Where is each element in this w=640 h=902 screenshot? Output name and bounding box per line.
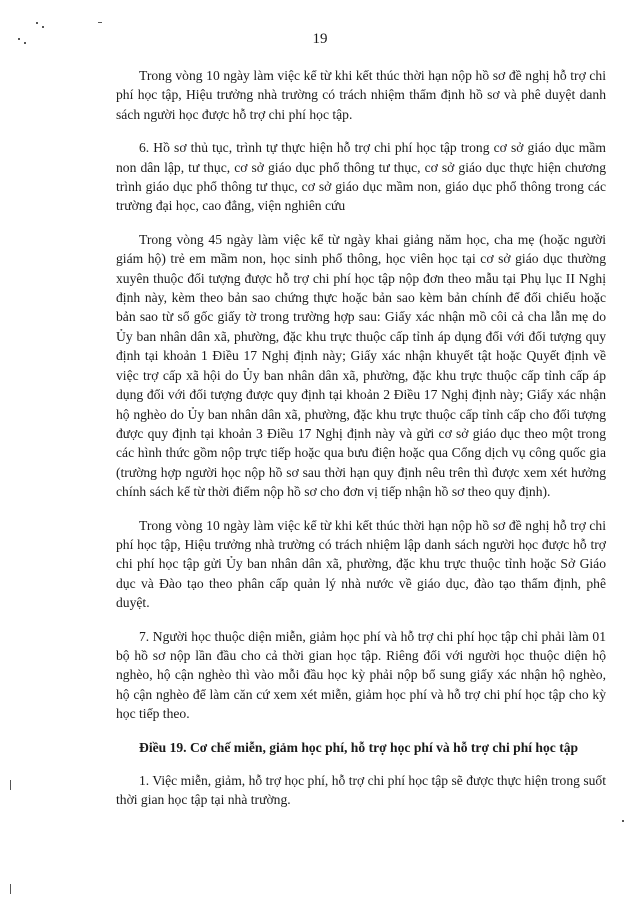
scan-speck bbox=[36, 22, 38, 24]
paragraph: Trong vòng 10 ngày làm việc kể từ khi kết thúc thời hạn nộp hồ sơ đề nghị hỗ trợ chi phí học tập, Hiệu trưởng nhà trường có trách nhiệm thẩm định hồ sơ và phê duyệt danh sách người học được hỗ trợ chi phí học tập. bbox=[116, 68, 606, 122]
scan-speck bbox=[42, 26, 44, 28]
scan-speck bbox=[10, 780, 11, 790]
document-body bbox=[116, 66, 606, 824]
paragraph: 6. Hồ sơ thủ tục, trình tự thực hiện hỗ trợ chi phí học tập trong cơ sở giáo dục mầm non dân lập, tư thục, cơ sở giáo dục phổ thông tư thục, cơ sở giáo dục thực hiện chương trình giáo dục phổ thông tư thục, cơ sở giáo dục mầm non, giáo dục phổ thông trong các trường đại học, cao đẳng, viện nghiên cứu bbox=[116, 140, 606, 214]
page-number: 19 bbox=[312, 31, 328, 47]
paragraph: 7. Người học thuộc diện miễn, giảm học phí và hỗ trợ chi phí học tập chỉ phải làm 01 bộ hồ sơ nộp lần đầu cho cả thời gian học tập. Riêng đối với người học thuộc diện hộ nghèo, hộ cận nghèo thì vào mỗi đầu học kỳ phải nộp bổ sung giấy xác nhận hộ nghèo, hộ cận nghèo để làm căn cứ xem xét miễn, giảm học phí và hỗ trợ chi phí học tập cho kỳ học tiếp theo. bbox=[116, 628, 606, 722]
scan-speck bbox=[622, 820, 624, 822]
scan-speck bbox=[10, 884, 11, 894]
article-heading: Điều 19. Cơ chế miễn, giảm học phí, hỗ trợ học phí và hỗ trợ chi phí học tập bbox=[139, 739, 579, 755]
paragraph: Trong vòng 45 ngày làm việc kể từ ngày khai giảng năm học, cha mẹ (hoặc người giám hộ) trẻ em mầm non, học sinh phổ thông, học viên học tại cơ sở giáo dục thường xuyên thuộc đối tượng được hỗ trợ chi phí học tập nộp đơn theo mẫu tại Phụ lục II Nghị định này, kèm theo bản sao chứng thực hoặc bản sao kèm bản chính để đối chiếu hoặc bản sao từ sổ gốc giấy tờ trong trường hợp sau: Giấy xác nhận mồ côi cả cha lẫn mẹ do Ủy ban nhân dân xã, phường, đặc khu trực thuộc cấp tỉnh áp dụng đối với đối tượng quy định tại khoản 1 Điều 17 Nghị định này; Giấy xác nhận khuyết tật hoặc Quyết định về việc trợ cấp xã hội do Ủy ban nhân dân xã, phường, đặc khu trực thuộc cấp tỉnh cấp áp dụng đối với đối tượng được quy định tại khoản 2 Điều 17 Nghị định này; Giấy xác nhận hộ nghèo do Ủy ban nhân dân xã, phường, đặc khu trực thuộc cấp tỉnh cấp cho đối tượng được quy định tại khoản 3 Điều 17 Nghị định này và gửi cơ sở giáo dục theo một trong các hình thức gồm nộp trực tiếp hoặc qua bưu điện hoặc qua Cổng dịch vụ công quốc gia (trường hợp người học nộp hồ sơ sau thời hạn quy định nêu trên thì được xem xét hưởng chính sách kể từ thời điểm nộp hồ sơ cho đơn vị tiếp nhận hồ sơ theo quy định). bbox=[116, 231, 606, 500]
paragraph: Trong vòng 10 ngày làm việc kể từ khi kết thúc thời hạn nộp hồ sơ đề nghị hỗ trợ chi phí học tập, Hiệu trưởng nhà trường có trách nhiệm lập danh sách người học được hỗ trợ chi phí học tập gửi Ủy ban nhân dân xã, phường, đặc khu trực thuộc tỉnh hoặc Sở Giáo dục và Đào tạo theo phân cấp quản lý nhà nước về giáo dục, đào tạo thẩm định, phê duyệt. bbox=[116, 517, 606, 611]
paragraph: 1. Việc miễn, giảm, hỗ trợ học phí, hỗ trợ chi phí học tập sẽ được thực hiện trong suốt thời gian học tập tại nhà trường. bbox=[116, 773, 606, 808]
scan-speck bbox=[98, 22, 102, 23]
